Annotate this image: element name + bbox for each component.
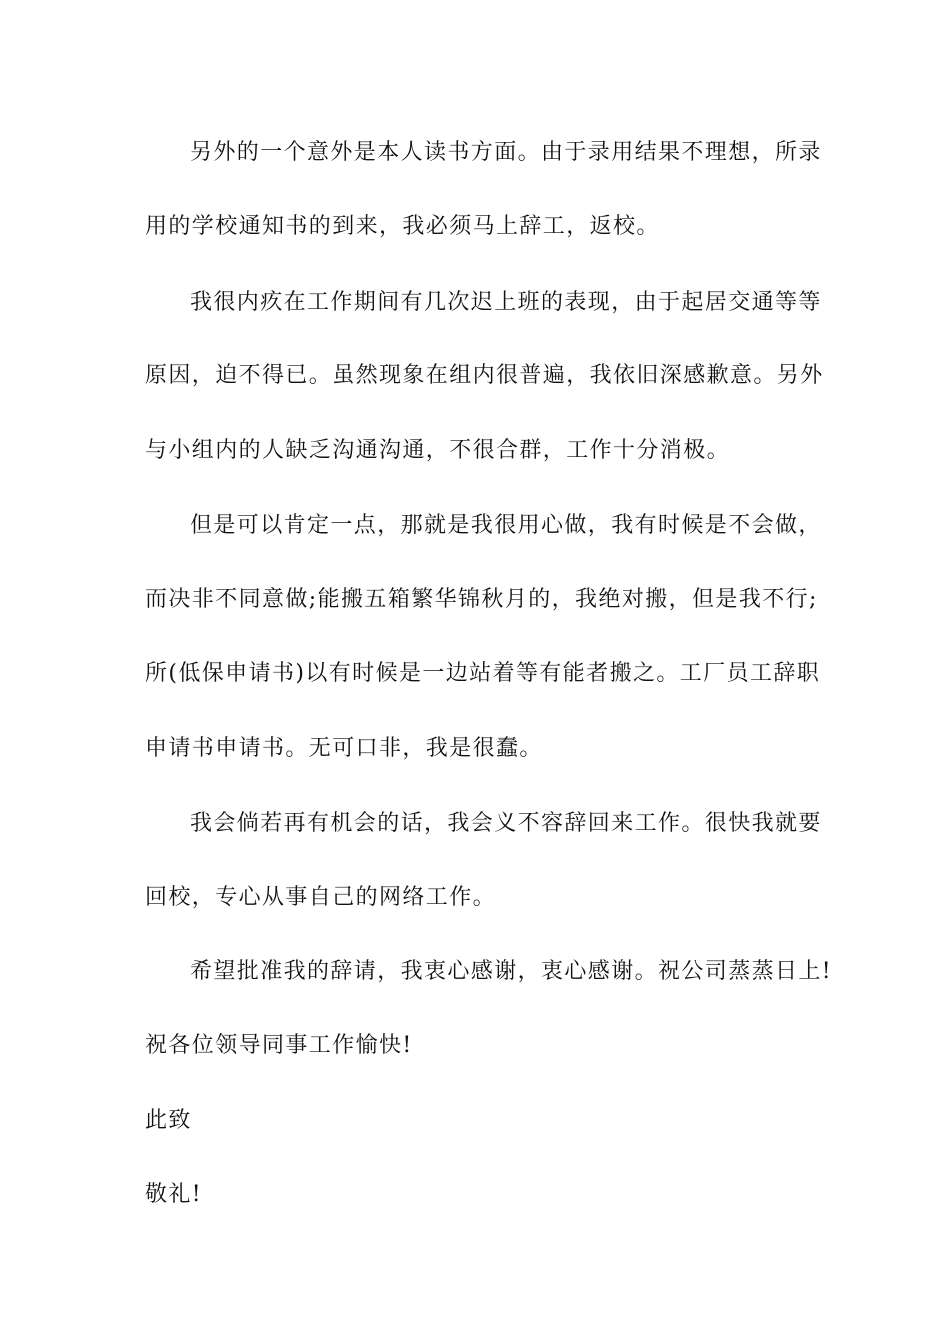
paragraph-line: 回校，专心从事自己的网络工作。 (145, 885, 497, 910)
paragraph-line: 另外的一个意外是本人读书方面。由于录用结果不理想，所录 (190, 140, 822, 165)
closing-line: 此致 (145, 1108, 192, 1133)
paragraph-line: 我很内疚在工作期间有几次迟上班的表现，由于起居交通等等 (190, 290, 822, 315)
paragraph-line: 所(低保申请书)以有时候是一边站着等有能者搬之。工厂员工辞职 (145, 661, 821, 686)
paragraph-line: 与小组内的人缺乏沟通沟通，不很合群，工作十分消极。 (145, 438, 731, 463)
paragraph-line: 但是可以肯定一点，那就是我很用心做，我有时候是不会做， (190, 513, 822, 538)
paragraph-line: 申请书申请书。无可口非，我是很蠢。 (145, 736, 543, 761)
paragraph-line: 我会倘若再有机会的话，我会义不容辞回来工作。很快我就要 (190, 811, 822, 836)
paragraph-line: 原因，迫不得已。虽然现象在组内很普遍，我依旧深感歉意。另外 (145, 363, 824, 388)
salutation-line: 敬礼! (145, 1182, 203, 1207)
paragraph-line: 祝各位领导同事工作愉快! (145, 1033, 413, 1058)
paragraph-line: 用的学校通知书的到来，我必须马上辞工，返校。 (145, 214, 660, 239)
paragraph-line: 希望批准我的辞请，我衷心感谢，衷心感谢。祝公司蒸蒸日上! (190, 959, 833, 984)
paragraph-line: 而决非不同意做;能搬五箱繁华锦秋月的，我绝对搬，但是我不行; (145, 587, 818, 612)
